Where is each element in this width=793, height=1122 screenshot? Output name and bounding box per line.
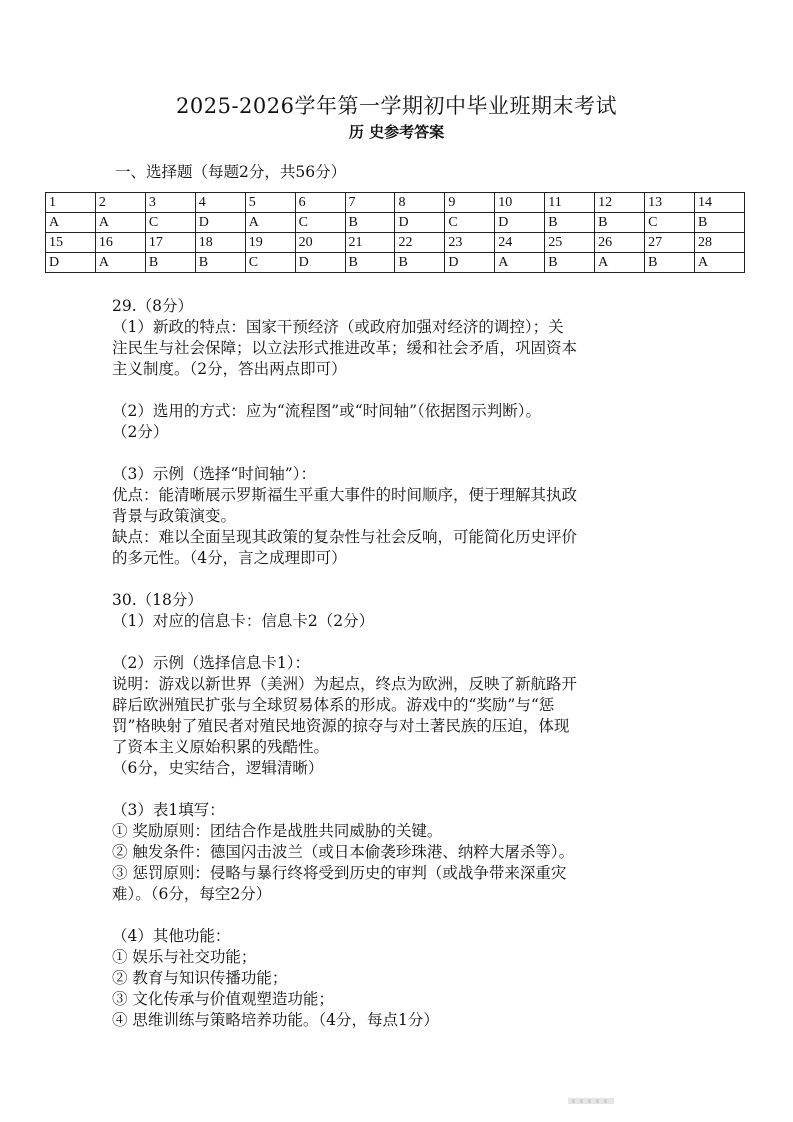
question-number-cell: 4 [195,193,245,213]
answer-cell: D [495,213,545,233]
question-number-cell: 15 [46,233,96,253]
answer-key-subtitle: 历 史参考答案 [348,123,445,141]
answer-cell: C [245,253,295,273]
question-number-cell: 3 [145,193,195,213]
answer-row [46,253,745,273]
question-number-cell: 1 [46,193,96,213]
question-number-cell: 21 [345,233,395,253]
answer-row [46,213,745,233]
answer-cell: D [445,253,495,273]
answer-line: （3）示例（选择“时间轴”）： [112,465,316,483]
answer-cell: B [345,253,395,273]
answer-cell: B [145,253,195,273]
answer-cell: D [46,253,96,273]
answer-cell: C [645,213,695,233]
answer-cell: B [345,213,395,233]
answer-cell: A [595,253,645,273]
answer-line: （2分） [112,423,169,441]
answer-cell: C [295,213,345,233]
question-number-cell: 19 [245,233,295,253]
question-number-row [46,193,745,213]
question-number-cell: 26 [595,233,645,253]
answer-line: ① 奖励原则：团结合作是战胜共同威胁的关键。 [112,822,443,840]
answer-line: ③ 文化传承与价值观塑造功能； [112,990,334,1008]
answer-line: 注民生与社会保障；以立法形式推进改革；缓和社会矛盾，巩固资本 [112,339,578,357]
multiple-choice-heading: 一、选择题（每题2分，共56分） [115,163,347,181]
question-number-cell: 28 [694,233,744,253]
answer-line: （1）对应的信息卡：信息卡2（2分） [112,612,375,630]
q29-part1 [112,317,682,380]
answer-line: （3）表1填写： [112,801,225,819]
question-number-cell: 7 [345,193,395,213]
question-number-cell: 11 [545,193,595,213]
question-number-cell: 20 [295,233,345,253]
answer-table [45,192,745,273]
answer-line: 主义制度。（2分，答出两点即可） [112,360,347,378]
q29-part2 [112,401,682,443]
answer-cell: B [195,253,245,273]
answer-line: ① 娱乐与社交功能； [112,948,257,966]
answer-line: ② 教育与知识传播功能； [112,969,288,987]
q30-part4 [112,926,682,1031]
answer-cell: A [95,253,145,273]
answer-line: 的多元性。（4分，言之成理即可） [112,549,347,567]
answer-cell: A [245,213,295,233]
answer-line: （4）其他功能： [112,927,231,945]
answer-cell: A [495,253,545,273]
question-number-cell: 23 [445,233,495,253]
answer-cell: B [545,253,595,273]
answer-cell: A [46,213,96,233]
answer-cell: A [95,213,145,233]
answer-line: ② 触发条件：德国闪击波兰（或日本偷袭珍珠港、纳粹大屠杀等）。 [112,843,575,861]
answer-line: 背景与政策演变。 [112,507,237,525]
question-number-cell: 16 [95,233,145,253]
answer-cell: D [395,213,445,233]
question-number-cell: 10 [495,193,545,213]
exam-title: 2025-2026学年第一学期初中毕业班期末考试 [176,94,617,118]
q30-part1 [112,611,682,632]
answer-line: ③ 惩罚原则：侵略与暴行终将受到历史的审判（或战争带来深重灾 [112,864,567,882]
question-number-cell: 24 [495,233,545,253]
question-number-row [46,233,745,253]
answer-line: 说明：游戏以新世界（美洲）为起点，终点为欧洲，反映了新航路开 [112,675,578,693]
answer-line: （6分，史实结合，逻辑清晰） [112,759,324,777]
answer-cell: B [694,213,744,233]
answer-cell: B [395,253,445,273]
answer-line: （2）示例（选择信息卡1）： [112,654,310,672]
answer-cell: C [445,213,495,233]
question-number-cell: 13 [645,193,695,213]
answer-line: 了资本主义原始积累的残酷性。 [112,738,330,756]
answer-cell: B [645,253,695,273]
answer-cell: B [595,213,645,233]
answer-line: 难）。（6分，每空2分） [112,885,272,903]
answer-line: 辟后欧洲殖民扩张与全球贸易体系的形成。游戏中的“奖励”与“惩 [112,696,555,714]
answer-line: （1）新政的特点：国家干预经济（或政府加强对经济的调控）；关 [112,318,564,336]
question-number-cell: 5 [245,193,295,213]
answer-line: 罚”格映射了殖民者对殖民地资源的掠夺与对土著民族的压迫，体现 [112,717,570,735]
question-number-cell: 18 [195,233,245,253]
question-number-cell: 22 [395,233,445,253]
answer-cell: A [694,253,744,273]
answer-line: ④ 思维训练与策略培养功能。（4分，每点1分） [112,1011,439,1029]
answer-cell: D [195,213,245,233]
question-number-cell: 6 [295,193,345,213]
q30-part2 [112,653,682,779]
q29-part3 [112,464,682,569]
answer-line: （2）选用的方式：应为“流程图”或“时间轴”（依据图示判断）。 [112,402,542,420]
answer-line: 缺点：难以全面呈现其政策的复杂性与社会反响，可能简化历史评价 [112,528,578,546]
question-number-cell: 27 [645,233,695,253]
answers-body [112,296,682,1052]
answer-cell: B [545,213,595,233]
q30-part3 [112,800,682,905]
question-number-cell: 2 [95,193,145,213]
question-29-heading: 29.（8分） [112,297,194,315]
question-number-cell: 14 [694,193,744,213]
question-number-cell: 12 [595,193,645,213]
question-30-heading: 30.（18分） [112,591,203,609]
question-number-cell: 25 [545,233,595,253]
answer-cell: D [295,253,345,273]
answer-line: 优点：能清晰展示罗斯福生平重大事件的时间顺序，便于理解其执政 [112,486,578,504]
answer-cell: C [145,213,195,233]
question-number-cell: 8 [395,193,445,213]
scanner-mark-icon [568,1094,614,1108]
question-number-cell: 9 [445,193,495,213]
question-number-cell: 17 [145,233,195,253]
